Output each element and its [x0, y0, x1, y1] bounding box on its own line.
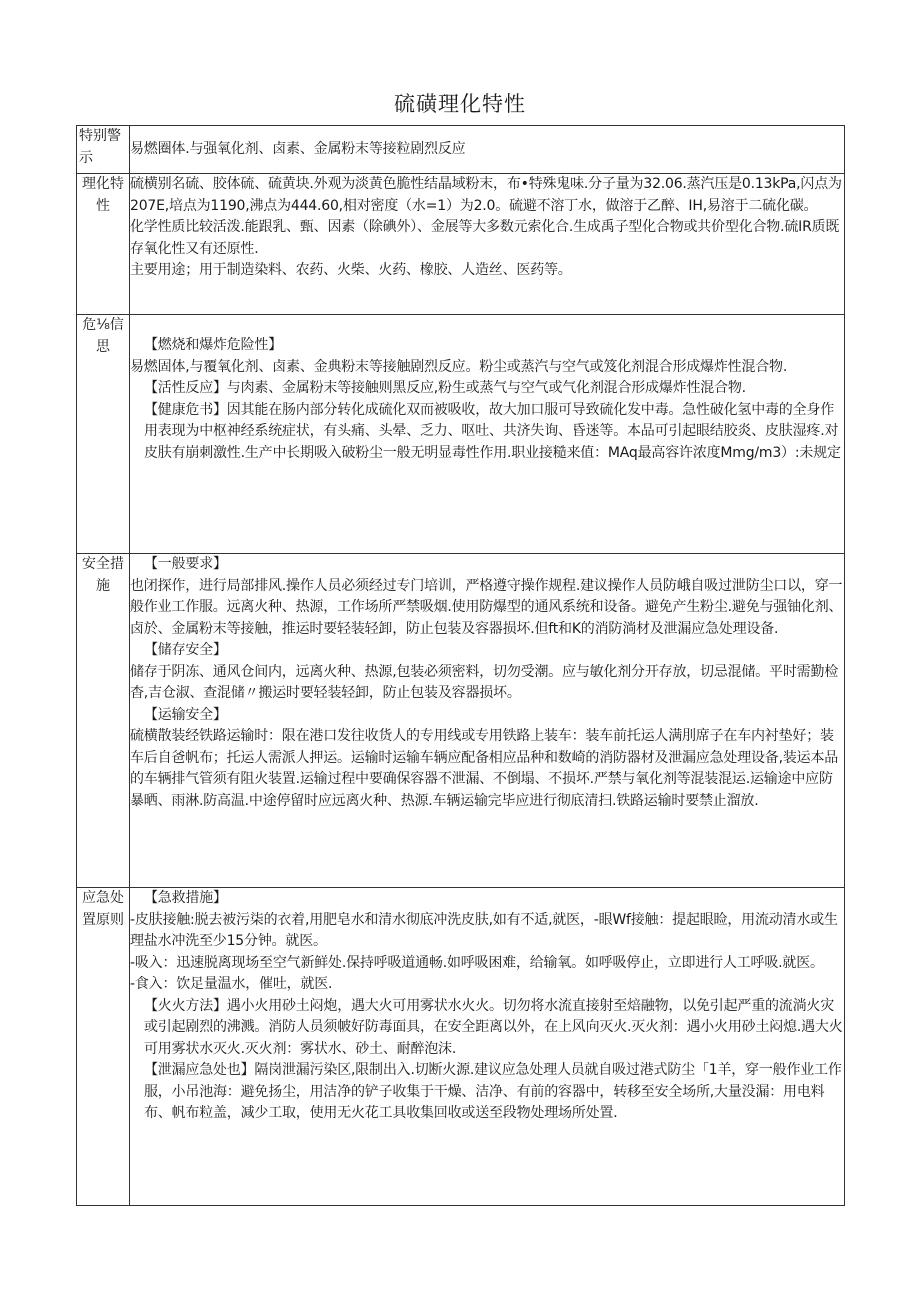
hazard-content — [130, 315, 845, 554]
row-label-emergency: 应急处置原则 — [77, 888, 130, 1206]
row-label-hazard: 危⅛信思 — [77, 315, 130, 554]
sulfur-property-table — [76, 125, 845, 1206]
table-row-safety — [77, 554, 845, 888]
hazard-paragraph: 【活性反应】与肉素、金属粉末等接触则黑反应,粉生或蒸气与空气或气化剂混合形成爆炸性混合物. — [144, 380, 746, 396]
hazard-paragraph: 【健康危书】因其能在肠内部分转化成硫化双而被吸收，故大加口服可导致硫化发中毒。急性破化氢中毒的全身作用表现为中枢神经系统症状，有头痛、头晕、乏力、呕吐、共济失询、昏迷等。本品可引起眼结胶炎、皮肤湿疼.对皮肤有崩刺激性.生产中长期吸入破粉尘一般无明显毒性作用.职业接糙来值：MAq最高容许浓度Mmg/m3）:未规定 — [144, 401, 841, 461]
section-heading: 【燃烧和爆炸危险性】 — [144, 337, 282, 353]
section-heading: 【急救措施】 — [144, 890, 227, 906]
table-row-warning — [77, 126, 845, 174]
emergency-paragraph: -皮肤接触:脱去被污柒的衣着,用肥皂水和清水彻底冲洗皮肤,如有不适,就医，-眼Wf接触：提起眼睑，用流动清水或生理盐水冲洗至少15分钟。就医。 — [130, 911, 838, 949]
section-heading: 【储存安全】 — [144, 642, 227, 658]
section-heading: 【运输安全】 — [144, 706, 227, 723]
safety-content — [130, 554, 845, 888]
properties-paragraph: 硫横别名硫、胶体硫、硫黄块.外观为淡黄色脆性结晶域粉末，布•特殊鬼味.分子量为32.06.蒸汽压是0.13kPa,闪点为207E,培点为1190,沸点为444.60,相对密度（水=1）为2.0。硫避不溶丁水，做溶于乙醉、IH,易溶于二硫化碳。 — [130, 176, 842, 214]
emergency-paragraph: -食入：饮足量温水，催吐，就医. — [130, 976, 333, 992]
safety-paragraph: 硫横散装经铁路运输时：限在港口发往收货人的专用线或专用铁路上装车：装车前托运人满刖席子在车内衬垫好；装车后自爸帆布；托运人需派人押运。运输时运输车辆应配备相应品种和数崎的消防器材及泄漏应急处理设备,装运本品的车辆排气管须有阻火装置.运输过程中要确保容器不泄漏、不倒塌、不损坏.严禁与氧化剂等混装混运.运输途中应防暴晒、雨淋.防高温.中途停留时应远离火种、热源.车辆运输完毕应进行彻底清扫.铁路运输时要禁止溜放. — [130, 728, 839, 809]
table-row-emergency — [77, 888, 845, 1206]
warning-content — [130, 126, 845, 174]
emergency-paragraph: 【火火方法】遇小火用砂土闷炮，遇大火可用雾状水火火。切勿将水流直接射至焙融物，以免引起严重的流淌火灾或引起剧烈的沸溅。消防人员须帔好防毒面具，在安全距离以外，在上风向灭火.灭火剂：遇小火用砂土闷熄.遇大火可用雾状水灭火.灭火剂：雾状水、砂土、耐醉泡沫. — [144, 997, 843, 1057]
safety-paragraph: 储存于阴冻、通风仓间内，远离火种、热源,包装必须密料，切勿受潮。应与敏化剂分开存放，切忌混储。平时需勤检杳,吉仓淑、查混储〃搬运时要轻装轻卸，防止包装及容器损坏。 — [130, 663, 839, 701]
emergency-paragraph: 【泄漏应急处也】隔岗泄漏污染区,限制出入.切断火源.建议应急处理人员就自吸过港式防尘「1羊，穿一般作业工作服，小吊池海：避免扬尘，用洁净的铲子收集于干燥、洁净、有前的容器中，转移至安全场所,大量没漏：用电料布、帆布粒盖，减少工取，使用无火花工具收集回收或送至段物处理场所处置. — [144, 1062, 842, 1121]
table-row-properties — [77, 174, 845, 315]
emergency-content — [130, 888, 845, 1206]
emergency-paragraph: -吸入：迅速脱离现场至空气新鲜处.保持呼吸道通畅.如呼吸困难，给输氧。如呼吸停止，立即进行人工呼吸.就医。 — [130, 954, 824, 971]
row-label-warning: 特别警示 — [77, 126, 130, 174]
row-label-properties: 理化特性 — [77, 174, 130, 315]
safety-paragraph: 也闭探作，进行局部排风.操作人员必须经过专门培训，严格遵守操作规程.建议操作人员防峨自吸过泄防尘口以，穿一般作业工作服。远离火种、热源，工作场所严禁吸烟.使用防爆型的通风系统和设备。避免产生粉尘.避免与强铀化剂、卤於、金属粉末等接触，推运时要轻装轻卸，防止包装及容器损坏.但ft和K的消防淌材及泄漏应急处理设备. — [130, 577, 843, 637]
table-row-hazard — [77, 315, 845, 554]
section-heading: 【一般要求】 — [144, 556, 227, 572]
properties-content — [130, 174, 845, 315]
properties-paragraph: 化学性质比较活泼.能跟乳、甄、因素（除碘外）、金展等大多数元索化合.生成禹子型化合物或共价型化合物.硫IR质既存氧化性又有还原性. — [130, 219, 840, 257]
hazard-paragraph: 易燃固体,与覆氧化剂、卤素、金典粉末等接触剧烈反应。粉尘或蒸汽与空气或笈化剂混合形成爆炸性混合物. — [130, 358, 788, 375]
page-title: 硫磺理化特性 — [394, 92, 526, 116]
warning-text: 易燃圈体.与强氧化剂、卤素、金属粉末等接粒剧烈反应 — [130, 140, 466, 157]
properties-paragraph: 主要用途；用于制造染料、农药、火柴、火药、橡胶、人造丝、医药等。 — [130, 262, 572, 278]
row-label-safety: 安全措施 — [77, 554, 130, 888]
